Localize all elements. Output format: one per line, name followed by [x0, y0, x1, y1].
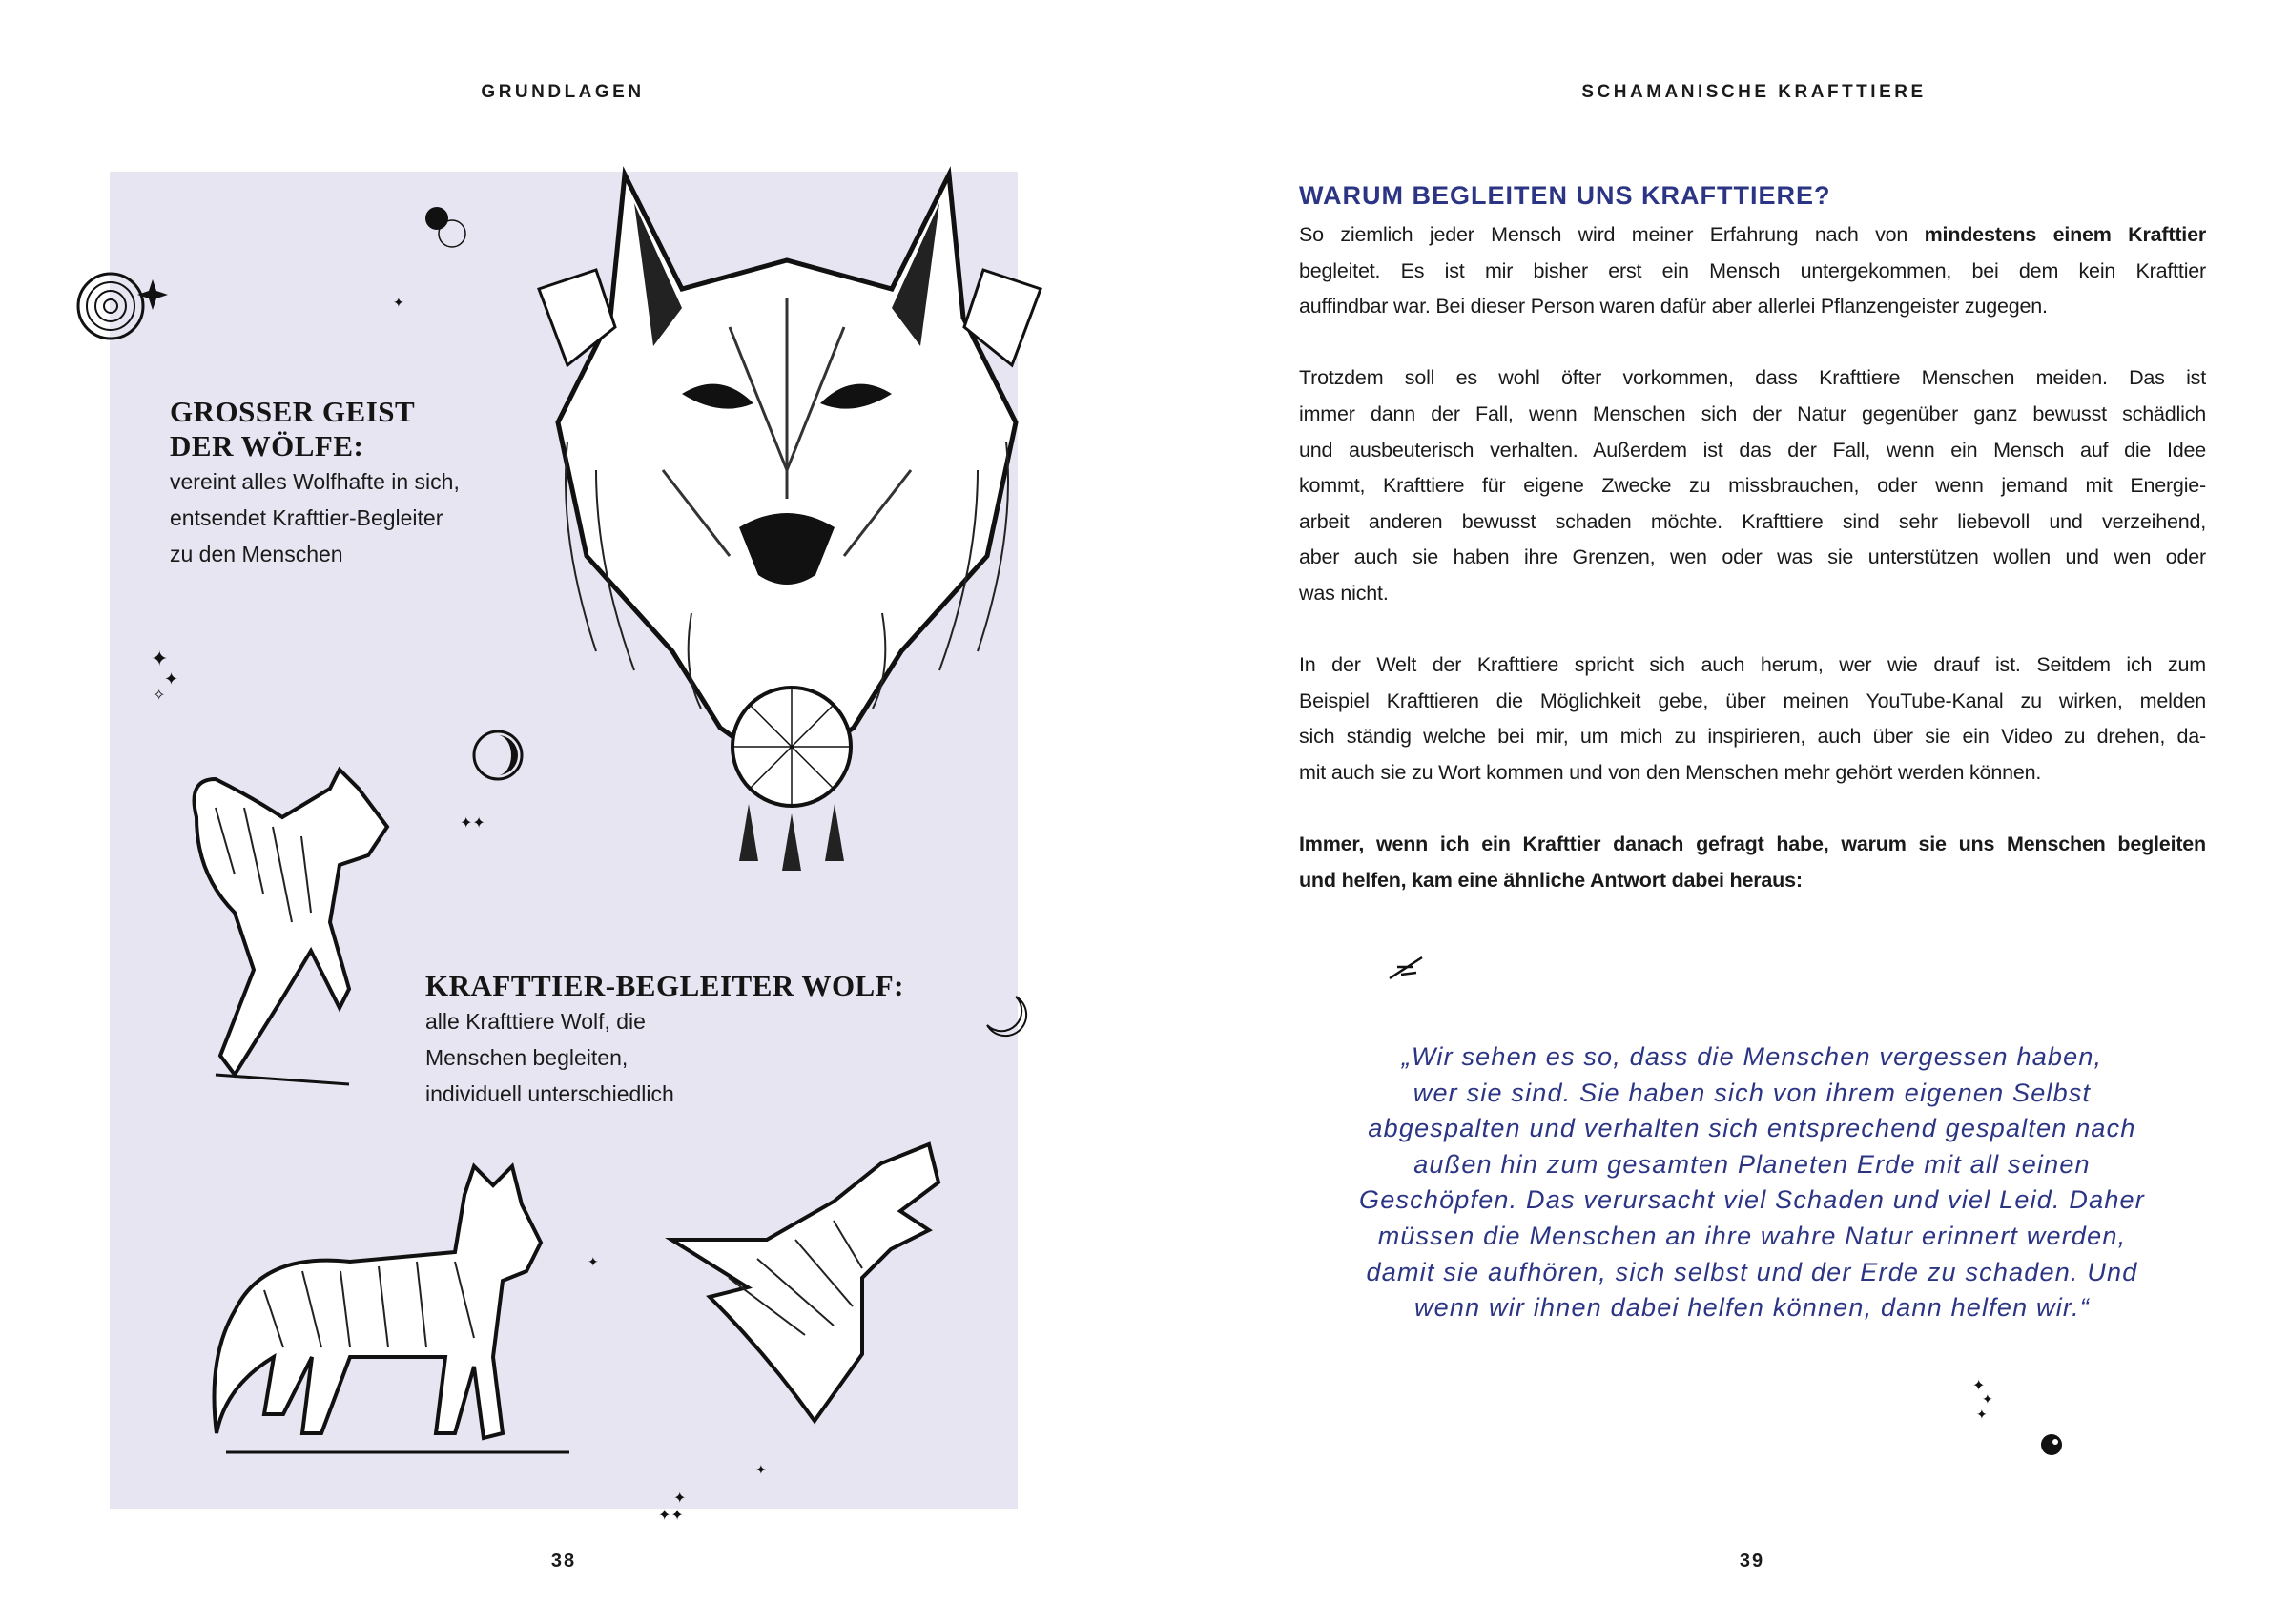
svg-text:✦: ✦: [673, 1490, 687, 1507]
stars-icon: [1972, 1373, 2011, 1421]
text-line: Immer, wenn ich ein Krafttier danach gefragt habe, warum sie uns Menschen begleiten: [1299, 833, 2206, 856]
caption-companion-wolf: [425, 969, 904, 1112]
text-line: und ausbeuterisch verhalten. Außerdem ist das der Fall, wenn ein Mensch auf die Idee: [1299, 438, 2206, 462]
caption-text: zu den Menschen: [170, 542, 343, 566]
text-line: mit auch sie zu Wort kommen und von den Menschen mehr gehört werden können.: [1299, 760, 2042, 784]
crescent-moon-icon: [472, 730, 529, 787]
text-line: immer dann der Fall, wenn Menschen sich der Natur gegenüber ganz bewusst schädlich: [1299, 401, 2206, 425]
standing-wolf-illustration: [207, 1166, 579, 1467]
svg-text:✦: ✦: [151, 647, 169, 670]
svg-text:✦: ✦: [755, 1462, 767, 1477]
star-icon: [755, 1461, 774, 1480]
stars-icon: [151, 647, 198, 704]
caption-text: individuell unterschiedlich: [425, 1081, 674, 1106]
running-head-right: SCHAMANISCHE KRAFTTIERE: [1581, 82, 1927, 102]
wolf-head-dreamcatcher-illustration: [539, 155, 1041, 871]
svg-text:✧: ✧: [153, 688, 166, 704]
page-number-left: 38: [550, 1551, 577, 1572]
caption-text: entsendet Krafttier-Begleiter: [170, 505, 443, 530]
quote-block: [1275, 1039, 2229, 1326]
section-heading: WARUM BEGLEITEN UNS KRAFTTIERE?: [1299, 181, 1831, 210]
star-icon: [393, 294, 412, 313]
running-head-left: GRUNDLAGEN: [481, 82, 645, 102]
text-line: arbeit anderen bewusst schaden möchte. Krafttiere sind sehr liebevoll und verzeihend,: [1299, 509, 2206, 533]
caption-great-spirit: [170, 395, 460, 572]
svg-text:✦: ✦: [588, 1254, 599, 1269]
quote-line: abgespalten und verhalten sich entsprechend gespalten nach: [1368, 1114, 2136, 1143]
star-icon: [588, 1253, 607, 1272]
crescent-icon: [982, 992, 1030, 1039]
text-line: was nicht.: [1299, 581, 1389, 605]
moon-icon: [2039, 1432, 2068, 1461]
caption-title: GROSSER GEIST: [170, 395, 416, 428]
svg-text:✦✦: ✦✦: [460, 815, 485, 832]
caption-text: Menschen begleiten,: [425, 1045, 629, 1070]
quote-line: außen hin zum gesamten Planeten Erde mit all seinen: [1413, 1149, 2091, 1179]
text-line: [1299, 217, 2206, 254]
text-line: aber auch sie haben ihre Grenzen, wen oder was sie unterstützen wollen und wen oder: [1299, 545, 2206, 569]
caption-title: KRAFTTIER-BEGLEITER WOLF:: [425, 969, 904, 1002]
text-line: begleitet. Es ist mir bisher erst ein Mensch untergekommen, bei dem kein Krafttier: [1299, 258, 2206, 282]
text-line: und helfen, kam eine ähnliche Antwort dabei heraus:: [1299, 868, 1803, 892]
caption-text: vereint alles Wolfhafte in sich,: [170, 469, 460, 494]
caption-text: alle Krafttiere Wolf, die: [425, 1009, 646, 1034]
quote-line: „Wir sehen es so, dass die Menschen vergessen haben,: [1401, 1042, 2103, 1071]
stars-icon: [658, 1488, 715, 1526]
text-run: So ziemlich jeder Mensch wird meiner Erfahrung nach von: [1299, 223, 1925, 246]
quote-line: wer sie sind. Sie haben sich von ihrem eigenen Selbst: [1413, 1078, 2092, 1107]
quote-line: müssen die Menschen an ihre wahre Natur erinnert werden,: [1377, 1221, 2127, 1250]
svg-text:✦: ✦: [164, 669, 179, 689]
body-text: [1299, 217, 2206, 898]
text-line: sich ständig welche bei mir, um mich zu inspirieren, auch über sie ein Video zu drehen, da-: [1299, 725, 2206, 749]
text-line: Trotzdem soll es wohl öfter vorkommen, dass Krafttiere Menschen meiden. Das ist: [1299, 366, 2206, 390]
text-line: auffindbar war. Bei dieser Person waren dafür aber allerlei Pflanzengeister zugegen.: [1299, 295, 2048, 319]
moon-icon: [423, 205, 481, 253]
text-line: In der Welt der Krafttiere spricht sich auch herum, wer wie drauf ist. Seitdem ich zum: [1299, 653, 2206, 677]
svg-text:✦: ✦: [1976, 1407, 1988, 1422]
svg-text:✦✦: ✦✦: [658, 1508, 684, 1524]
page-number-right: 39: [1739, 1551, 1765, 1572]
spiral-moon-icon: [76, 272, 153, 348]
text-line: kommt, Krafttiere für eigene Zwecke zu missbrauchen, oder wenn jemand mit Energie-: [1299, 474, 2206, 498]
caption-title: DER WÖLFE:: [170, 429, 364, 463]
stars-icon: [460, 811, 498, 839]
quote-line: wenn wir ihnen dabei helfen können, dann helfen wir.“: [1413, 1293, 2091, 1323]
svg-text:✦: ✦: [1982, 1391, 1993, 1407]
svg-text:✦: ✦: [1972, 1378, 1986, 1394]
howling-wolf-illustration: [671, 1144, 943, 1421]
bold-text-run: mindestens einem Krafttier: [1924, 223, 2206, 246]
quote-line: damit sie aufhören, sich selbst und der Erde zu schaden. Und: [1366, 1257, 2138, 1286]
quote-line: Geschöpfen. Das verursacht viel Schaden und viel Leid. Daher: [1359, 1185, 2145, 1215]
feather-icon: [1388, 954, 1426, 982]
running-wolf-illustration: [177, 760, 397, 1103]
text-line: Beispiel Krafttieren die Möglichkeit gebe, über meinen YouTube-Kanal zu wirken, melden: [1299, 689, 2206, 712]
svg-text:✦: ✦: [393, 295, 404, 310]
